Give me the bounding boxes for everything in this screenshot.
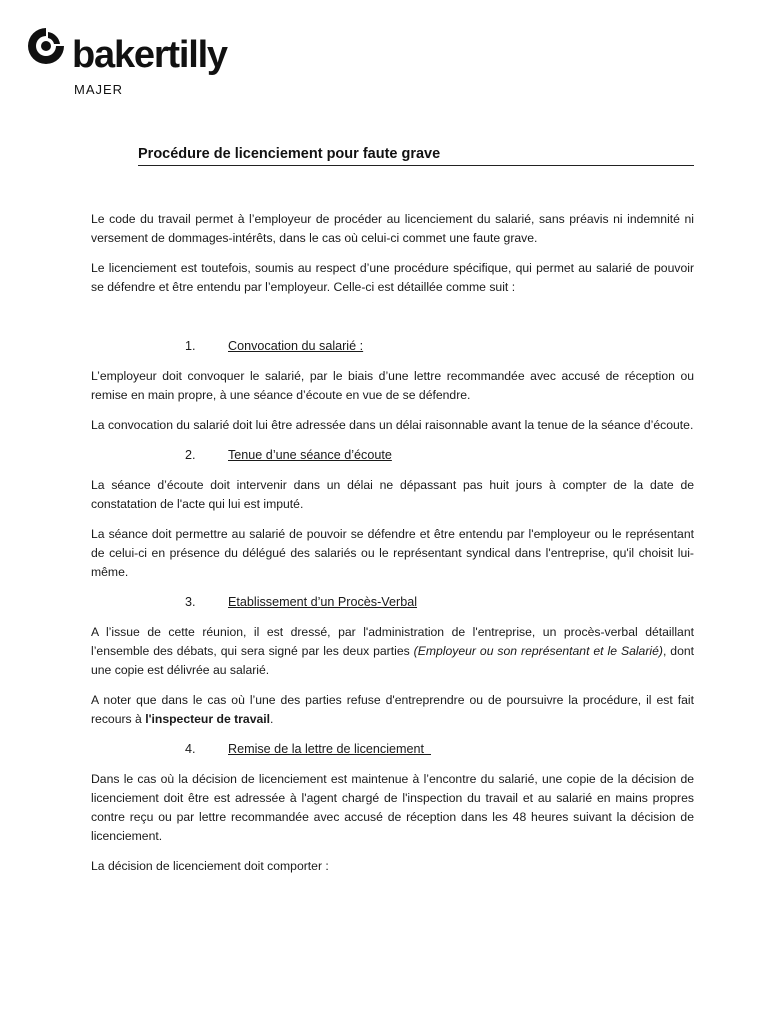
logo-swirl-icon (26, 26, 66, 66)
section-paragraph: Dans le cas où la décision de licenciement est maintenue à l’encontre du salarié, une copie de la décision de licenciement doit être est adressée à l'agent chargé de l'inspection du travail et au salarié en mains propres contre reçu ou par lettre recommandée avec accusé de réception dans les 48 heures suivant la décision de licenciement. (91, 772, 694, 843)
section-number: 1. (185, 339, 196, 353)
document-body (91, 210, 694, 876)
section-paragraph: L’employeur doit convoquer le salarié, par le biais d’une lettre recommandée avec accusé de réception ou remise en main propre, à une séance d’écoute en vue de se défendre. (91, 369, 694, 402)
section-paragraph: La convocation du salarié doit lui être adressée dans un délai raisonnable avant la tenue de la séance d’écoute. (91, 418, 694, 432)
section-heading (91, 593, 694, 612)
section-number: 4. (185, 742, 196, 756)
section-title: Convocation du salarié : (228, 339, 364, 353)
section-paragraph: La séance d’écoute doit intervenir dans un délai ne dépassant pas huit jours à compter de la date de constatation de l'acte qui lui est imputé. (91, 478, 694, 511)
section-paragraph: La décision de licenciement doit comporter : (91, 859, 329, 873)
section-title: Etablissement d’un Procès-Verbal (228, 595, 418, 609)
section-title: Remise de la lettre de licenciement (228, 742, 431, 756)
company-logo (26, 24, 266, 102)
section-heading (91, 740, 694, 759)
section-paragraph: A l’issue de cette réunion, il est dressé, par l'administration de l'entreprise, un procès-verbal détaillant l’ensemble des débats, qui sera signé par les deux parties (Employeur ou son représentant et le Salarié), dont une copie est délivrée au salarié. (91, 625, 695, 677)
section-paragraph: La séance doit permettre au salarié de pouvoir se défendre et être entendu par l'employeur ou le représentant de celui-ci en présence du délégué des salariés ou le représentant syndical dans l'entreprise, qu'il choisit lui-même. (91, 527, 694, 579)
logo-subtitle: MAJER (74, 82, 124, 97)
section-heading (91, 337, 694, 356)
page-title: Procédure de licenciement pour faute grave (138, 145, 694, 166)
section-heading (91, 446, 694, 465)
logo-wordmark: bakertilly (72, 34, 227, 76)
intro-paragraph: Le code du travail permet à l’employeur de procéder au licenciement du salarié, sans préavis ni indemnité ni versement de dommages-intérêts, dans le cas où celui-ci commet une faute grave. (91, 212, 694, 245)
italic-parenthetical: (Employeur ou son représentant et le Salarié) (413, 644, 663, 658)
intro-paragraph: Le licenciement est toutefois, soumis au respect d’une procédure spécifique, qui permet au salarié de pouvoir se défendre et être entendu par l’employeur. Celle-ci est détaillée comme suit : (91, 261, 694, 294)
section-number: 3. (185, 595, 196, 609)
section-number: 2. (185, 448, 196, 462)
bold-term: l'inspecteur de travail (145, 712, 271, 726)
section-title: Tenue d’une séance d’écoute (228, 448, 392, 462)
section-paragraph: A noter que dans le cas où l’une des parties refuse d'entreprendre ou de poursuivre la procédure, il est fait recours à l'inspecteur de travail. (91, 693, 694, 726)
